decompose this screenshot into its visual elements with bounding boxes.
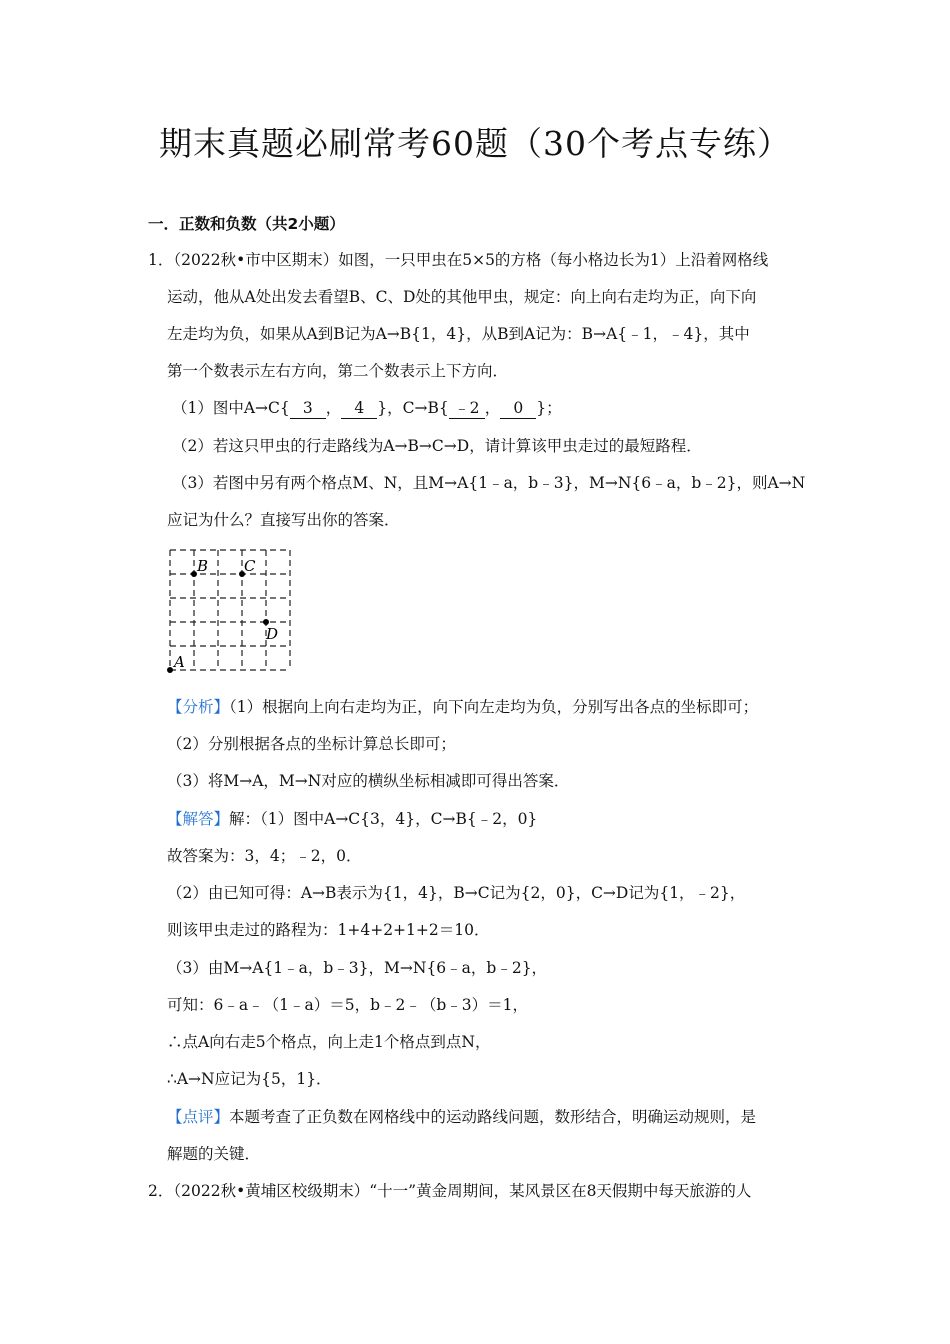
solution-tag: 【解答】 — [167, 810, 230, 828]
solution-line-8: ∴A→N应记为{5，1}． — [167, 1070, 332, 1088]
q1-line-1: 1．（2022秋•市中区期末）如图，一只甲虫在5×5的方格（每小格边长为1）上沿着网格线 — [148, 251, 769, 269]
solution-line-6: 可知：6﹣a﹣（1﹣a）＝5，b﹣2﹣（b﹣3）＝1， — [167, 996, 528, 1014]
solution-line-7: ∴点A向右走5个格点，向上走1个格点到点N， — [167, 1033, 491, 1051]
solution-line-1: 【解答】解：（1）图中A→C{3，4}，C→B{﹣2，0} — [167, 810, 538, 828]
analysis-line-1: 【分析】（1）根据向上向右走均为正，向下向左走均为负，分别写出各点的坐标即可； — [167, 698, 759, 716]
answer-blank: ﹣2 — [449, 398, 485, 419]
q1-part-2: （2）若这只甲虫的行走路线为A→B→C→D，请计算该甲虫走过的最短路程． — [172, 437, 702, 455]
solution-line-2: 故答案为：3，4；﹣2，0． — [167, 847, 362, 865]
q2-line-1: 2．（2022秋•黄埔区校级期末）“十一”黄金周期间，某风景区在8天假期中每天旅游的人 — [148, 1182, 752, 1200]
q1-line-2: 运动，他从A处出发去看望B、C、D处的其他甲虫，规定：向上向右走均为正，向下向 — [167, 288, 757, 306]
comment-line-2: 解题的关键． — [167, 1145, 261, 1163]
label-c: C — [244, 557, 256, 575]
grid-figure — [160, 545, 300, 680]
q1-line-4: 第一个数表示左右方向，第二个数表示上下方向． — [167, 362, 509, 380]
q1-part-3a: （3）若图中另有两个格点M、N，且M→A{1﹣a，b﹣3}，M→N{6﹣a，b﹣2}，则A→N — [172, 474, 806, 492]
answer-blank: 4 — [341, 398, 377, 419]
analysis-tag: 【分析】 — [167, 698, 230, 716]
analysis-line-3: （3）将M→A，M→N对应的横纵坐标相减即可得出答案． — [167, 772, 570, 790]
comment-line-1: 【点评】本题考查了正负数在网格线中的运动路线问题，数形结合，明确运动规则，是 — [167, 1108, 757, 1126]
q1-part-3b: 应记为什么？直接写出你的答案． — [167, 511, 400, 529]
grid-lines — [170, 550, 290, 670]
solution-line-4: 则该甲虫走过的路程为：1+4+2+1+2＝10． — [167, 921, 490, 939]
label-d: D — [266, 625, 279, 643]
page-title: 期末真题必刷常考60题（30个考点专练） — [159, 124, 791, 163]
label-a: A — [174, 653, 185, 671]
solution-line-3: （2）由已知可得：A→B表示为{1，4}，B→C记为{2，0}，C→D记为{1，﹣2}， — [167, 884, 746, 902]
point-a — [167, 667, 173, 673]
answer-blank: 0 — [500, 398, 536, 419]
q1-part-1: （1）图中A→C{ 3 ， 4 }，C→B{ ﹣2 ， 0 }； — [172, 399, 562, 417]
label-b: B — [197, 557, 209, 575]
answer-blank: 3 — [290, 398, 326, 419]
solution-line-5: （3）由M→A{1﹣a，b﹣3}，M→N{6﹣a，b﹣2}， — [167, 959, 548, 977]
section-heading: 一．正数和负数（共2小题） — [148, 215, 345, 233]
comment-tag: 【点评】 — [167, 1108, 230, 1126]
analysis-line-2: （2）分别根据各点的坐标计算总长即可； — [167, 735, 456, 753]
q1-line-3: 左走均为负，如果从A到B记为A→B{1，4}，从B到A记为：B→A{﹣1，﹣4}，其中 — [167, 325, 750, 343]
